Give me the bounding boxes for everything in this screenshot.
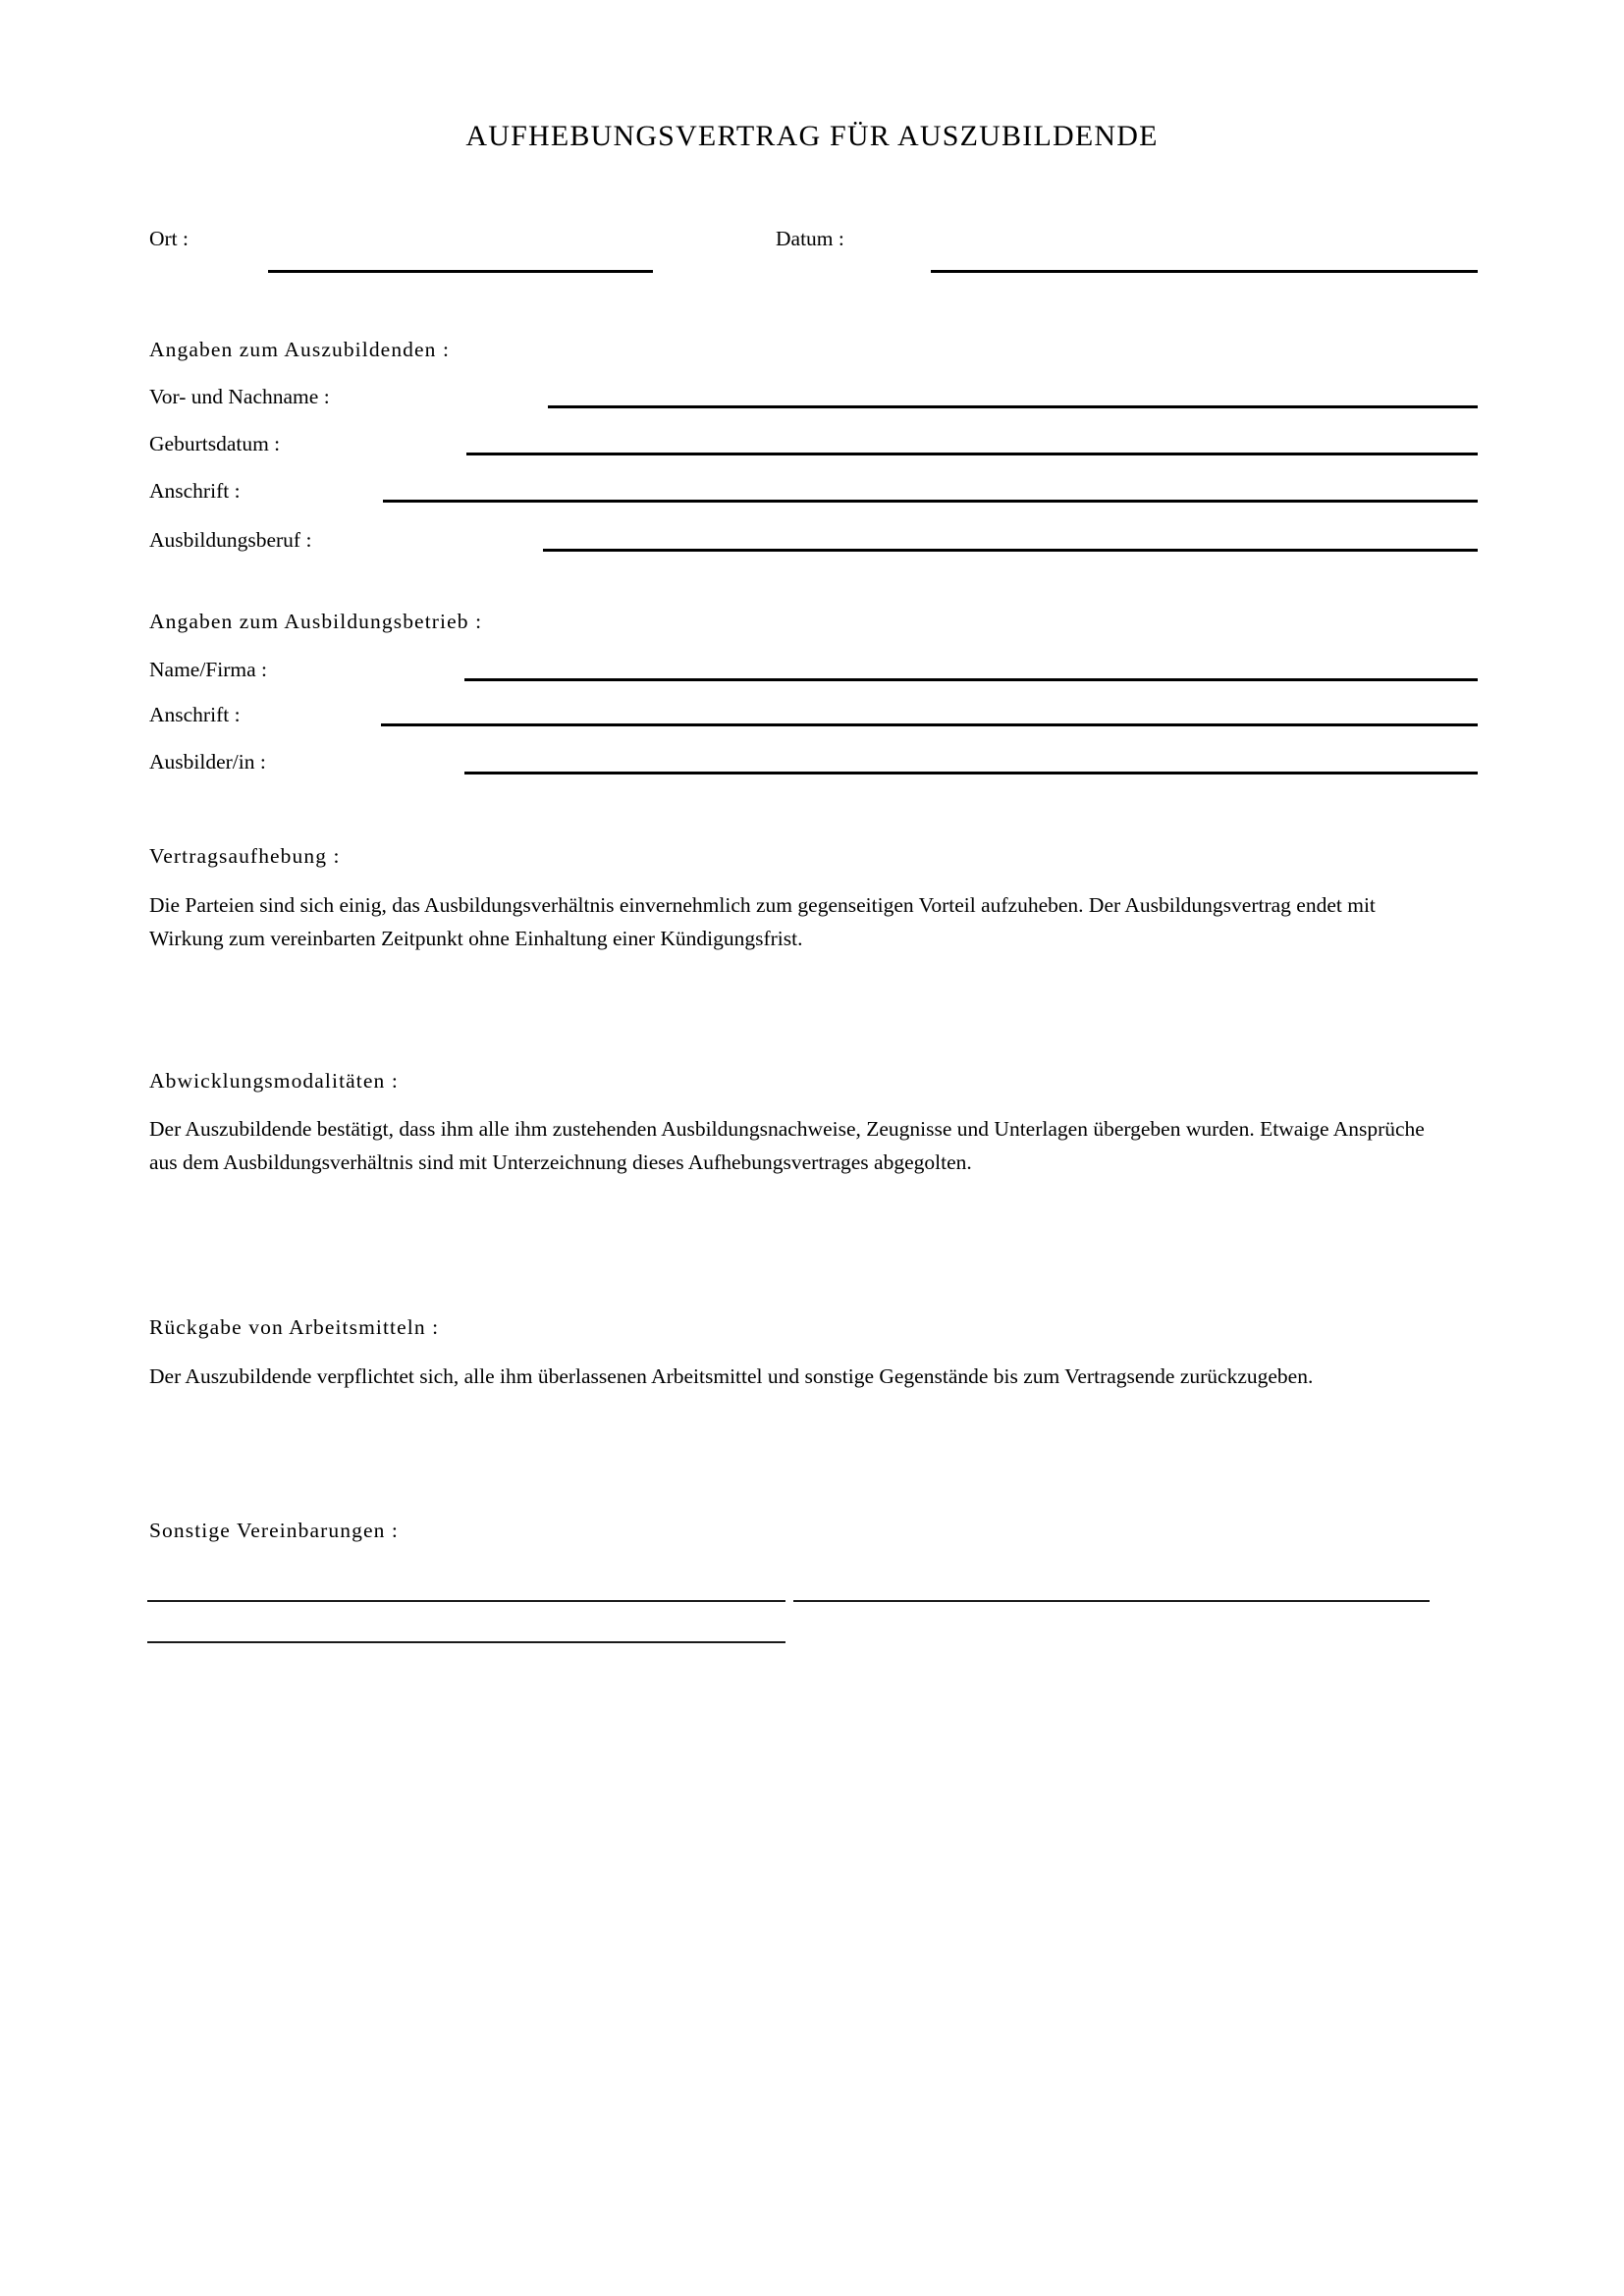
return-section-body: Der Auszubildende verpflichtet sich, alle ihm überlassenen Arbeitsmittel und sonstige Gegenstände bis zum Vertragsende zurückzugeben.	[149, 1364, 1314, 1388]
page-title: AUFHEBUNGSVERTRAG FÜR AUSZUBILDENDE	[465, 120, 1159, 152]
trainee-section-heading: Angaben zum Auszubildenden :	[149, 338, 451, 361]
company-name-input-line[interactable]	[464, 678, 1478, 681]
trainee-address-label: Anschrift :	[149, 479, 241, 503]
settlement-section-body: Der Auszubildende bestätigt, dass ihm alle ihm zustehenden Ausbildungsnachweise, Zeugnisse und Unterlagen übergeben wurden. Etwaige Ansprüche aus dem Ausbildungsverhältnis sind mit Unterzeichnung dieses Aufhebungsvertrages abgegolten.	[149, 1117, 1425, 1174]
company-trainer-label: Ausbilder/in :	[149, 750, 266, 774]
company-trainer-input-line[interactable]	[464, 772, 1478, 774]
trainee-occupation-input-line[interactable]	[543, 549, 1478, 552]
settlement-section-heading: Abwicklungsmodalitäten :	[149, 1069, 399, 1093]
termination-section-body: Die Parteien sind sich einig, das Ausbildungsverhältnis einvernehmlich zum gegenseitigen Vorteil aufzuheben. Der Ausbildungsvertrag endet mit Wirkung zum vereinbarten Zeitpunkt ohne Einhaltung einer Kündigungsfrist.	[149, 893, 1376, 950]
return-section-heading: Rückgabe von Arbeitsmitteln :	[149, 1315, 440, 1339]
termination-section-heading: Vertragsaufhebung :	[149, 844, 341, 868]
place-input-line[interactable]	[268, 270, 653, 273]
other-section-heading: Sonstige Vereinbarungen :	[149, 1519, 400, 1542]
trainee-fullname-label: Vor- und Nachname :	[149, 385, 330, 408]
other-input-line-1a[interactable]	[147, 1600, 785, 1602]
trainee-birthdate-label: Geburtsdatum :	[149, 432, 281, 455]
place-label: Ort :	[149, 227, 189, 250]
company-section-heading: Angaben zum Ausbildungsbetrieb :	[149, 610, 483, 633]
company-name-label: Name/Firma :	[149, 658, 268, 681]
trainee-birthdate-input-line[interactable]	[466, 453, 1478, 455]
trainee-fullname-input-line[interactable]	[548, 405, 1478, 408]
other-input-line-2[interactable]	[147, 1641, 785, 1643]
date-label: Datum :	[776, 227, 844, 250]
company-address-label: Anschrift :	[149, 703, 241, 726]
date-input-line[interactable]	[931, 270, 1478, 273]
trainee-occupation-label: Ausbildungsberuf :	[149, 528, 312, 552]
trainee-address-input-line[interactable]	[383, 500, 1478, 503]
other-input-line-1b[interactable]	[793, 1600, 1430, 1602]
company-address-input-line[interactable]	[381, 723, 1478, 726]
